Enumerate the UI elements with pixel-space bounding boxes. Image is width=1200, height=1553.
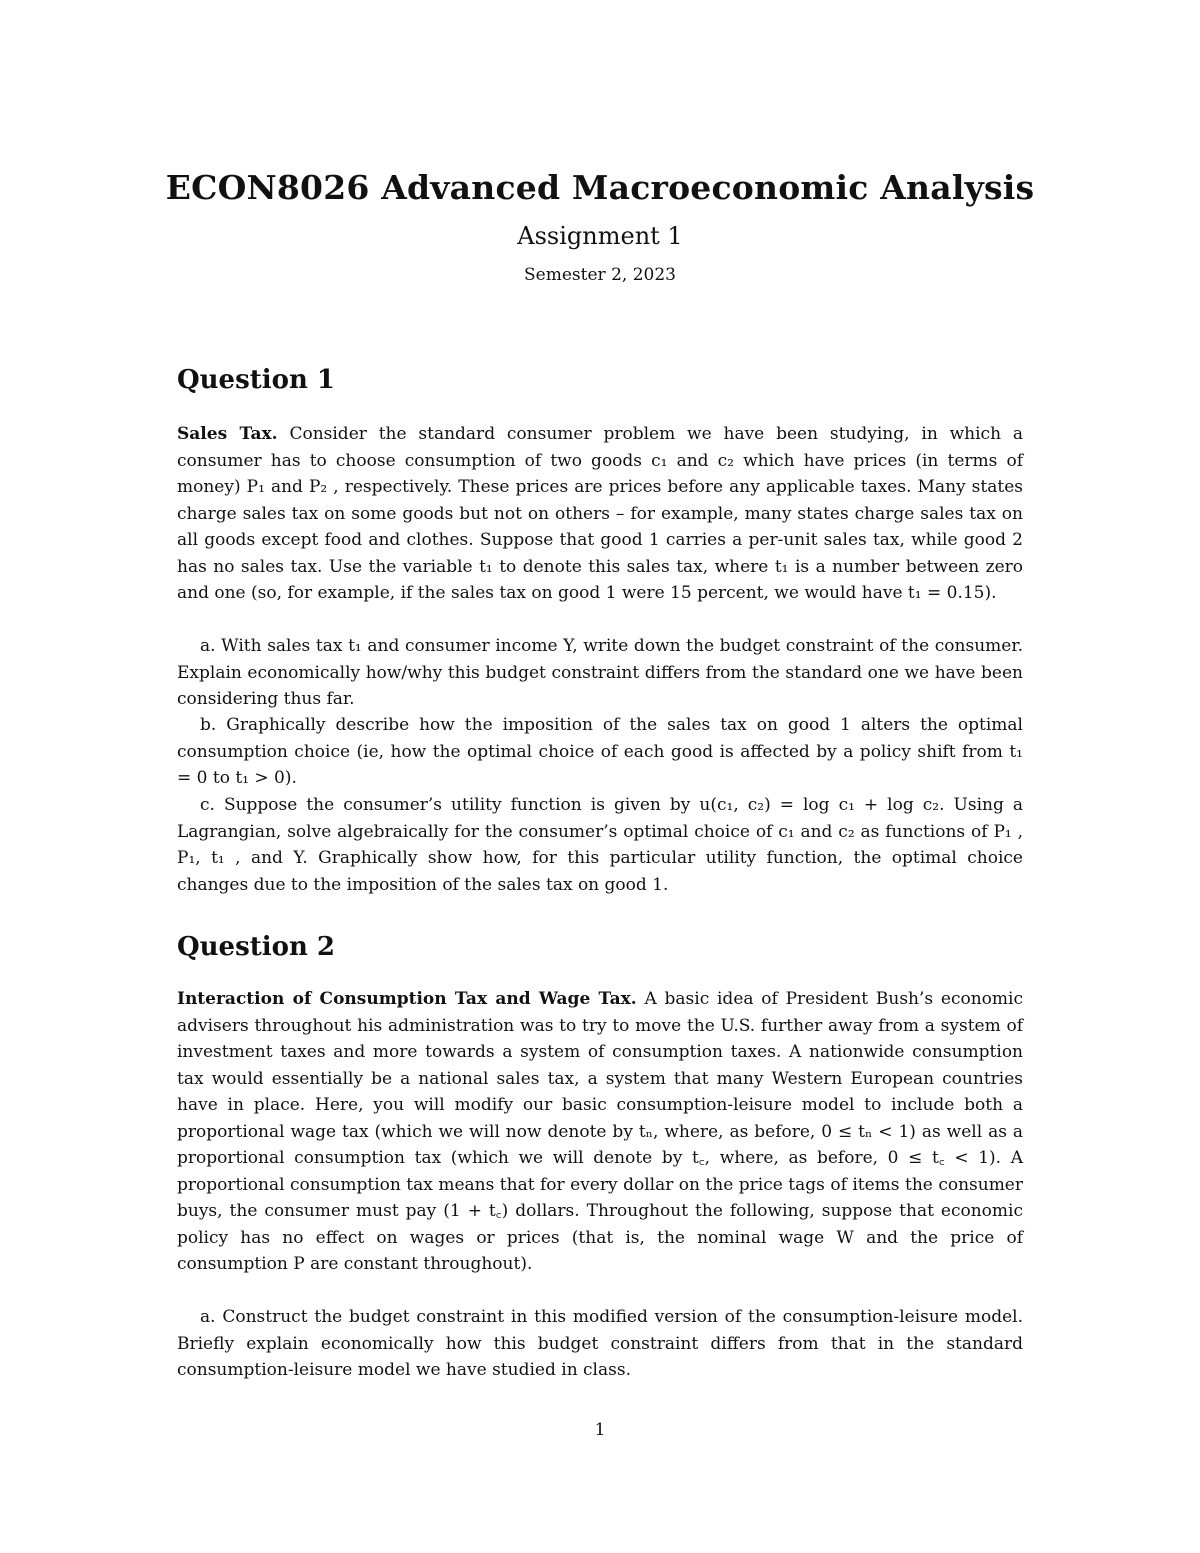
document-semester: Semester 2, 2023 — [524, 265, 676, 285]
page-number: 1 — [594, 1420, 606, 1440]
question-1-part-c: c. Suppose the consumer’s utility function is given by u(c₁, c₂) = log c₁ + log c₂. Using a Lagrangian, solve algebraically for the consumer’s optimal choice of c₁ and c₂ as functions of P₁ , P₁, t₁ , and Y. Graphically show how, for this particular utility function, the optimal choice changes due to the imposition of the sales tax on good 1. — [177, 795, 1023, 895]
question-2-intro — [177, 986, 1023, 1278]
question-2-part-a: a. Construct the budget constraint in this modified version of the consumption-leisure model. Briefly explain economically how this budget constraint differs from that in the standard consumption-leisure model we have studied in class. — [177, 1307, 1023, 1380]
document-subtitle: Assignment 1 — [517, 222, 683, 250]
question-1-intro — [177, 421, 1023, 607]
question-1-lead: Sales Tax. — [177, 424, 278, 444]
question-1-intro-text: Consider the standard consumer problem we have been studying, in which a consumer has to choose consumption of two goods c₁ and c₂ which have prices (in terms of money) P₁ and P₂ , respectively. These prices are prices before any applicable taxes. Many states charge sales tax on some goods but not on others – for example, many states charge sales tax on all goods except food and clothes. Suppose that good 1 carries a per-unit sales tax, while good 2 has no sales tax. Use the variable t₁ to denote this sales tax, where t₁ is a number between zero and one (so, for example, if the sales tax on good 1 were 15 percent, we would have t₁ = 0.15). — [177, 424, 1024, 603]
question-2-lead: Interaction of Consumption Tax and Wage Tax. — [177, 989, 637, 1009]
question-1-heading: Question 1 — [177, 365, 336, 395]
question-2-heading: Question 2 — [177, 932, 336, 962]
question-1-part-b: b. Graphically describe how the imposition of the sales tax on good 1 alters the optimal consumption choice (ie, how the optimal choice of each good is affected by a policy shift from t₁ = 0 to t₁ > 0). — [177, 715, 1023, 788]
question-1-part-a: a. With sales tax t₁ and consumer income Y, write down the budget constraint of the consumer. Explain economically how/why this budget constraint differs from the standard one we have been considering thus far. — [177, 636, 1023, 709]
question-2-intro-text: A basic idea of President Bush’s economic advisers throughout his administration was to try to move the U.S. further away from a system of investment taxes and more towards a system of consumption taxes. A nationwide consumption tax would essentially be a national sales tax, a system that many Western European countries have in place. Here, you will modify our basic consumption-leisure model to include both a proportional wage tax (which we will now denote by tₙ, where, as before, 0 ≤ tₙ < 1) as well as a proportional consumption tax (which we will denote by t꜀, where, as before, 0 ≤ t꜀ < 1). A proportional consumption tax means that for every dollar on the price tags of items the consumer buys, the consumer must pay (1 + t꜀) dollars. Throughout the following, suppose that economic policy has no effect on wages or prices (that is, the nominal wage W and the price of consumption P are constant throughout). — [177, 989, 1023, 1274]
document-title: ECON8026 Advanced Macroeconomic Analysis — [165, 168, 1035, 207]
